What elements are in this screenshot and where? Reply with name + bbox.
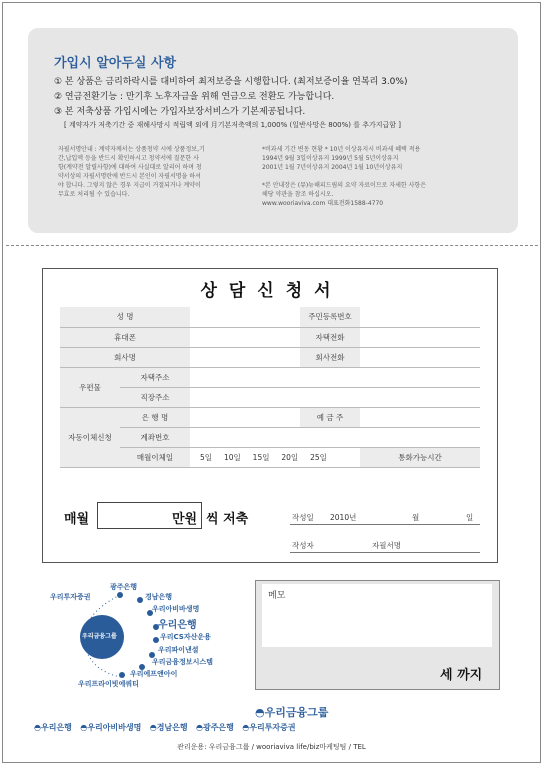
affiliate: 우리프라이빗에쿼티 <box>78 680 139 688</box>
memo-field[interactable] <box>262 584 492 647</box>
affiliate: 우리투자증권 <box>50 593 91 601</box>
day-option[interactable]: 5일 <box>200 452 213 462</box>
resident-id-label: 주민등록번호 <box>300 307 360 327</box>
amount-unit: 만원 <box>172 512 198 527</box>
home-phone-label: 자택전화 <box>300 327 360 347</box>
memo-label: 메모 <box>268 591 286 601</box>
day-option[interactable]: 15일 <box>252 452 270 462</box>
name-field[interactable] <box>190 307 300 327</box>
year-value: 2010년 <box>330 513 357 522</box>
day-option[interactable]: 25일 <box>310 452 327 462</box>
notice-note: [ 계약자가 저축기간 중 재해사망시 적립액 외에 月기본저축액의 1,000% (일반사망은 800%) 를 추가지급함 ] <box>64 121 401 129</box>
name-label: 성 명 <box>60 307 190 327</box>
affiliate: 우리아비바생명 <box>152 605 200 613</box>
mobile-field[interactable] <box>190 327 300 347</box>
brand-logo-icon: ◓ <box>255 706 265 719</box>
account-label: 계좌번호 <box>120 427 190 447</box>
work-address-label: 직장주소 <box>120 387 190 407</box>
resident-id-field[interactable] <box>360 307 480 327</box>
day-option[interactable]: 20일 <box>281 452 299 462</box>
transfer-day-label: 매월이체일 <box>120 447 190 467</box>
tax-info: *비과세 기간 변동 현황 * 10년 이상유지시 비과세 혜택 적용 1994년 9월 3일이상유지 1999년 5월 5년이상유지 2001년 1월 7년이상유지 2004년 1월 10년이상유지 *본 안내장은 (뮤)뉴해피드림의 요약 자료이므로 자세한 사항은 해당 약관을 참조 하십시오. www.wooriaviva.com 대표전화1588-4770 <box>262 146 427 207</box>
signature-label: 자필서명 <box>372 541 401 550</box>
notice-title: 가입시 알아두실 사항 <box>54 56 177 71</box>
mobile-label: 휴대폰 <box>60 327 190 347</box>
company-field[interactable] <box>190 347 300 367</box>
notice-line-3: ③ 본 저축상품 가입시에는 가입자보장서비스가 기본제공됩니다. <box>54 107 306 117</box>
footer-brand: ◓우리금융그룹 <box>255 706 329 719</box>
office-phone-label: 회사전화 <box>300 347 360 367</box>
logo-icon: ◓ <box>80 723 88 732</box>
affiliate: 우리CS자산운용 <box>160 633 211 641</box>
writer-underline <box>290 552 480 553</box>
until-label: 세 까지 <box>440 668 483 683</box>
affiliate: 우리은행 <box>158 620 197 631</box>
bank-field[interactable] <box>190 407 300 427</box>
company-label: 회사명 <box>60 347 190 367</box>
notice-line-1: ① 본 상품은 금리하락시를 대비하여 최저보증을 시행합니다. (최저보증이율 연복리 3.0%) <box>54 77 408 87</box>
saving-label: 씩 저축 <box>206 512 249 527</box>
logo-icon: ◓ <box>195 723 203 732</box>
mail-label: 우편물 <box>60 367 120 407</box>
cut-line <box>6 245 538 246</box>
day-label: 일 <box>466 513 474 522</box>
account-field[interactable] <box>190 427 480 447</box>
logo-icon: ◓ <box>149 723 157 732</box>
affiliate: 경남은행 <box>145 593 173 601</box>
notice-line-2: ② 연금전환기능 : 만기후 노후자금을 위해 연금으로 전환도 가능합니다. <box>54 92 335 102</box>
group-center-label: 우리금융그룹 <box>82 633 117 640</box>
day-option[interactable]: 10일 <box>223 452 241 462</box>
home-address-label: 자택주소 <box>120 367 190 387</box>
work-address-field[interactable] <box>190 387 480 407</box>
autotransfer-label: 자동이체신청 <box>60 407 120 467</box>
affiliate: 우리에프앤아이 <box>130 670 178 678</box>
affiliate: 우리금융정보시스템 <box>152 658 213 666</box>
office-phone-field[interactable] <box>360 347 480 367</box>
logo-icon: ◓ <box>34 723 41 732</box>
written-date-label: 작성일 <box>292 513 314 522</box>
form-title: 상담신청서 <box>200 281 343 301</box>
month-label: 월 <box>412 513 420 522</box>
logo-icon: ◓ <box>242 723 250 732</box>
footer-note: 관리운용: 우리금융그룹 / wooriaviva life/biz마케팅팀 / TEL <box>177 743 366 751</box>
depositor-label: 예 금 주 <box>300 407 360 427</box>
home-phone-field[interactable] <box>360 327 480 347</box>
date-underline <box>290 524 480 525</box>
transfer-day-options[interactable] <box>190 447 360 467</box>
affiliate: 우리파이낸셜 <box>158 646 199 654</box>
call-time-label: 통화가능시간 <box>360 447 480 467</box>
footer-affiliates: ◓우리은행 ◓우리아비바생명 ◓경남은행 ◓광주은행 ◓우리투자증권 <box>34 723 296 732</box>
depositor-field[interactable] <box>360 407 480 427</box>
monthly-label: 매월 <box>64 512 90 527</box>
affiliate: 광주은행 <box>110 583 138 591</box>
signature-guide: 자필서명안내 : 계약자께서는 상품청약 시에 상품정보,기 간,납입액 등을 반드시 확인하시고 청약서에 질문한 사 항(계약전 알릴사항)에 대하여 사실대로 알리어 하며 청 약서상의 자필서명란에 반드시 본인이 자필서명을 하셔 야 합니다. 그렇지 않은 경우 지급이 거절되거나 계약이 무효로 처리될 수 있습니다. <box>58 146 205 198</box>
form-table <box>60 307 480 468</box>
bank-label: 은 행 명 <box>120 407 190 427</box>
home-address-field[interactable] <box>190 367 480 387</box>
writer-label: 작성자 <box>292 541 314 550</box>
